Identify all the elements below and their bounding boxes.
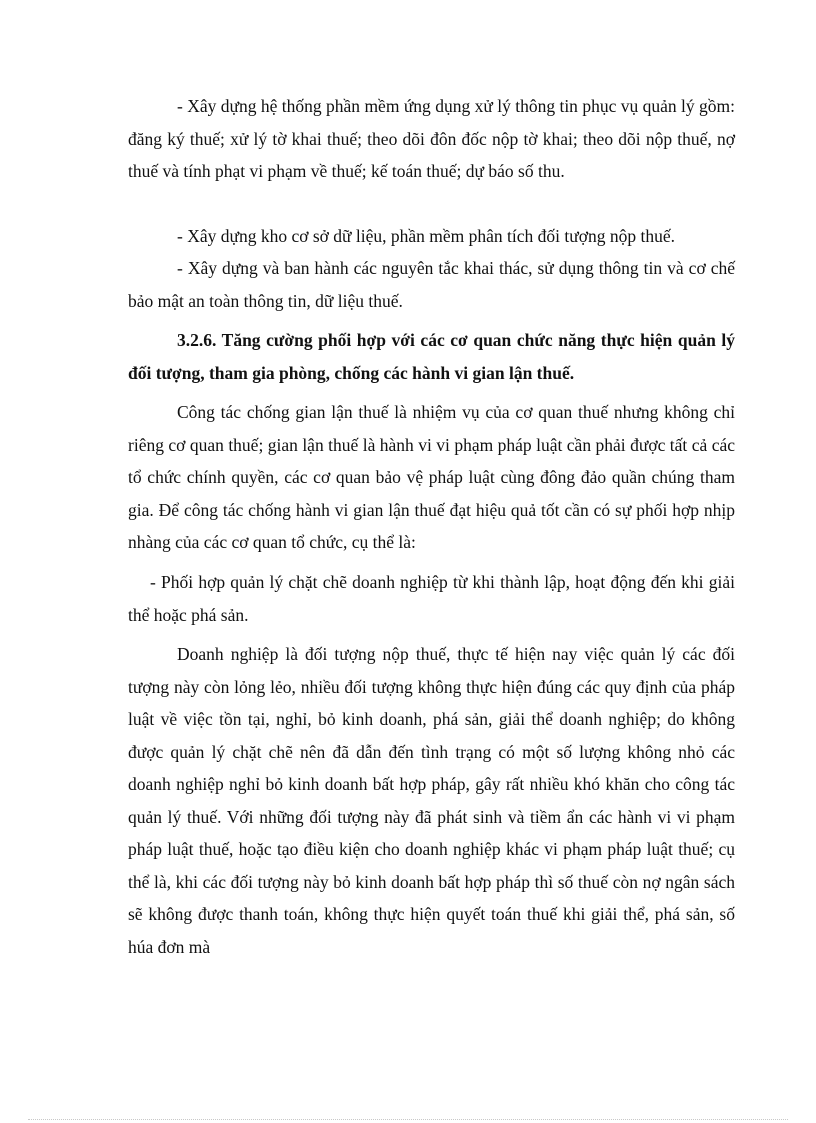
bullet-paragraph-security: - Xây dựng và ban hành các nguyên tắc khai thác, sử dụng thông tin và cơ chế bảo mật an toàn thông tin, dữ liệu thuế.: [128, 258, 735, 311]
body-paragraph-intro: Công tác chống gian lận thuế là nhiệm vụ của cơ quan thuế nhưng không chỉ riêng cơ quan thuế; gian lận thuế là hành vi vi phạm pháp luật cần phải được tất cả các tổ chức chính quyền, các cơ quan bảo vệ pháp luật cùng đông đảo quần chúng tham gia. Để công tác chống hành vi gian lận thuế đạt hiệu quả tốt cần có sự phối hợp nhịp nhàng của các cơ quan tổ chức, cụ thể là:: [128, 402, 735, 552]
bullet-paragraph-coordination: - Phối hợp quản lý chặt chẽ doanh nghiệp từ khi thành lập, hoạt động đến khi giải thể hoặc phá sản.: [128, 572, 735, 625]
bullet-paragraph-database: - Xây dựng kho cơ sở dữ liệu, phần mềm phân tích đối tượng nộp thuế.: [177, 226, 676, 246]
bullet-paragraph-software: - Xây dựng hệ thống phần mềm ứng dụng xử lý thông tin phục vụ quản lý gồm: đăng ký thuế; xử lý tờ khai thuế; theo dõi đôn đốc nộp tờ khai; theo dõi nộp thuế, nợ thuế và tính phạt vi phạm về thuế; kế toán thuế; dự báo số thu.: [128, 96, 735, 181]
body-paragraph-enterprise: Doanh nghiệp là đối tượng nộp thuế, thực tế hiện nay việc quản lý các đối tượng này còn lỏng lẻo, nhiều đối tượng không thực hiện đúng các quy định của pháp luật về việc tồn tại, nghỉ, bỏ kinh doanh, phá sản, giải thể doanh nghiệp; do không được quản lý chặt chẽ nên đã dẫn đến tình trạng có một số lượng không nhỏ các doanh nghiệp nghỉ bỏ kinh doanh bất hợp pháp, gây rất nhiều khó khăn cho công tác quản lý thuế. Với những đối tượng này đã phát sinh và tiềm ẩn các hành vi vi phạm pháp luật thuế, hoặc tạo điều kiện cho doanh nghiệp khác vi phạm pháp luật thuế; cụ thể là, khi các đối tượng này bỏ kinh doanh bất hợp pháp thì số thuế còn nợ ngân sách sẽ không được thanh toán, không thực hiện quyết toán thuế khi giải thể, phá sản, số húa đơn mà: [128, 644, 735, 957]
section-heading: 3.2.6. Tăng cường phối hợp với các cơ quan chức năng thực hiện quản lý đối tượng, tham gia phòng, chống các hành vi gian lận thuế.: [128, 330, 735, 383]
page-bottom-divider: [28, 1119, 788, 1120]
